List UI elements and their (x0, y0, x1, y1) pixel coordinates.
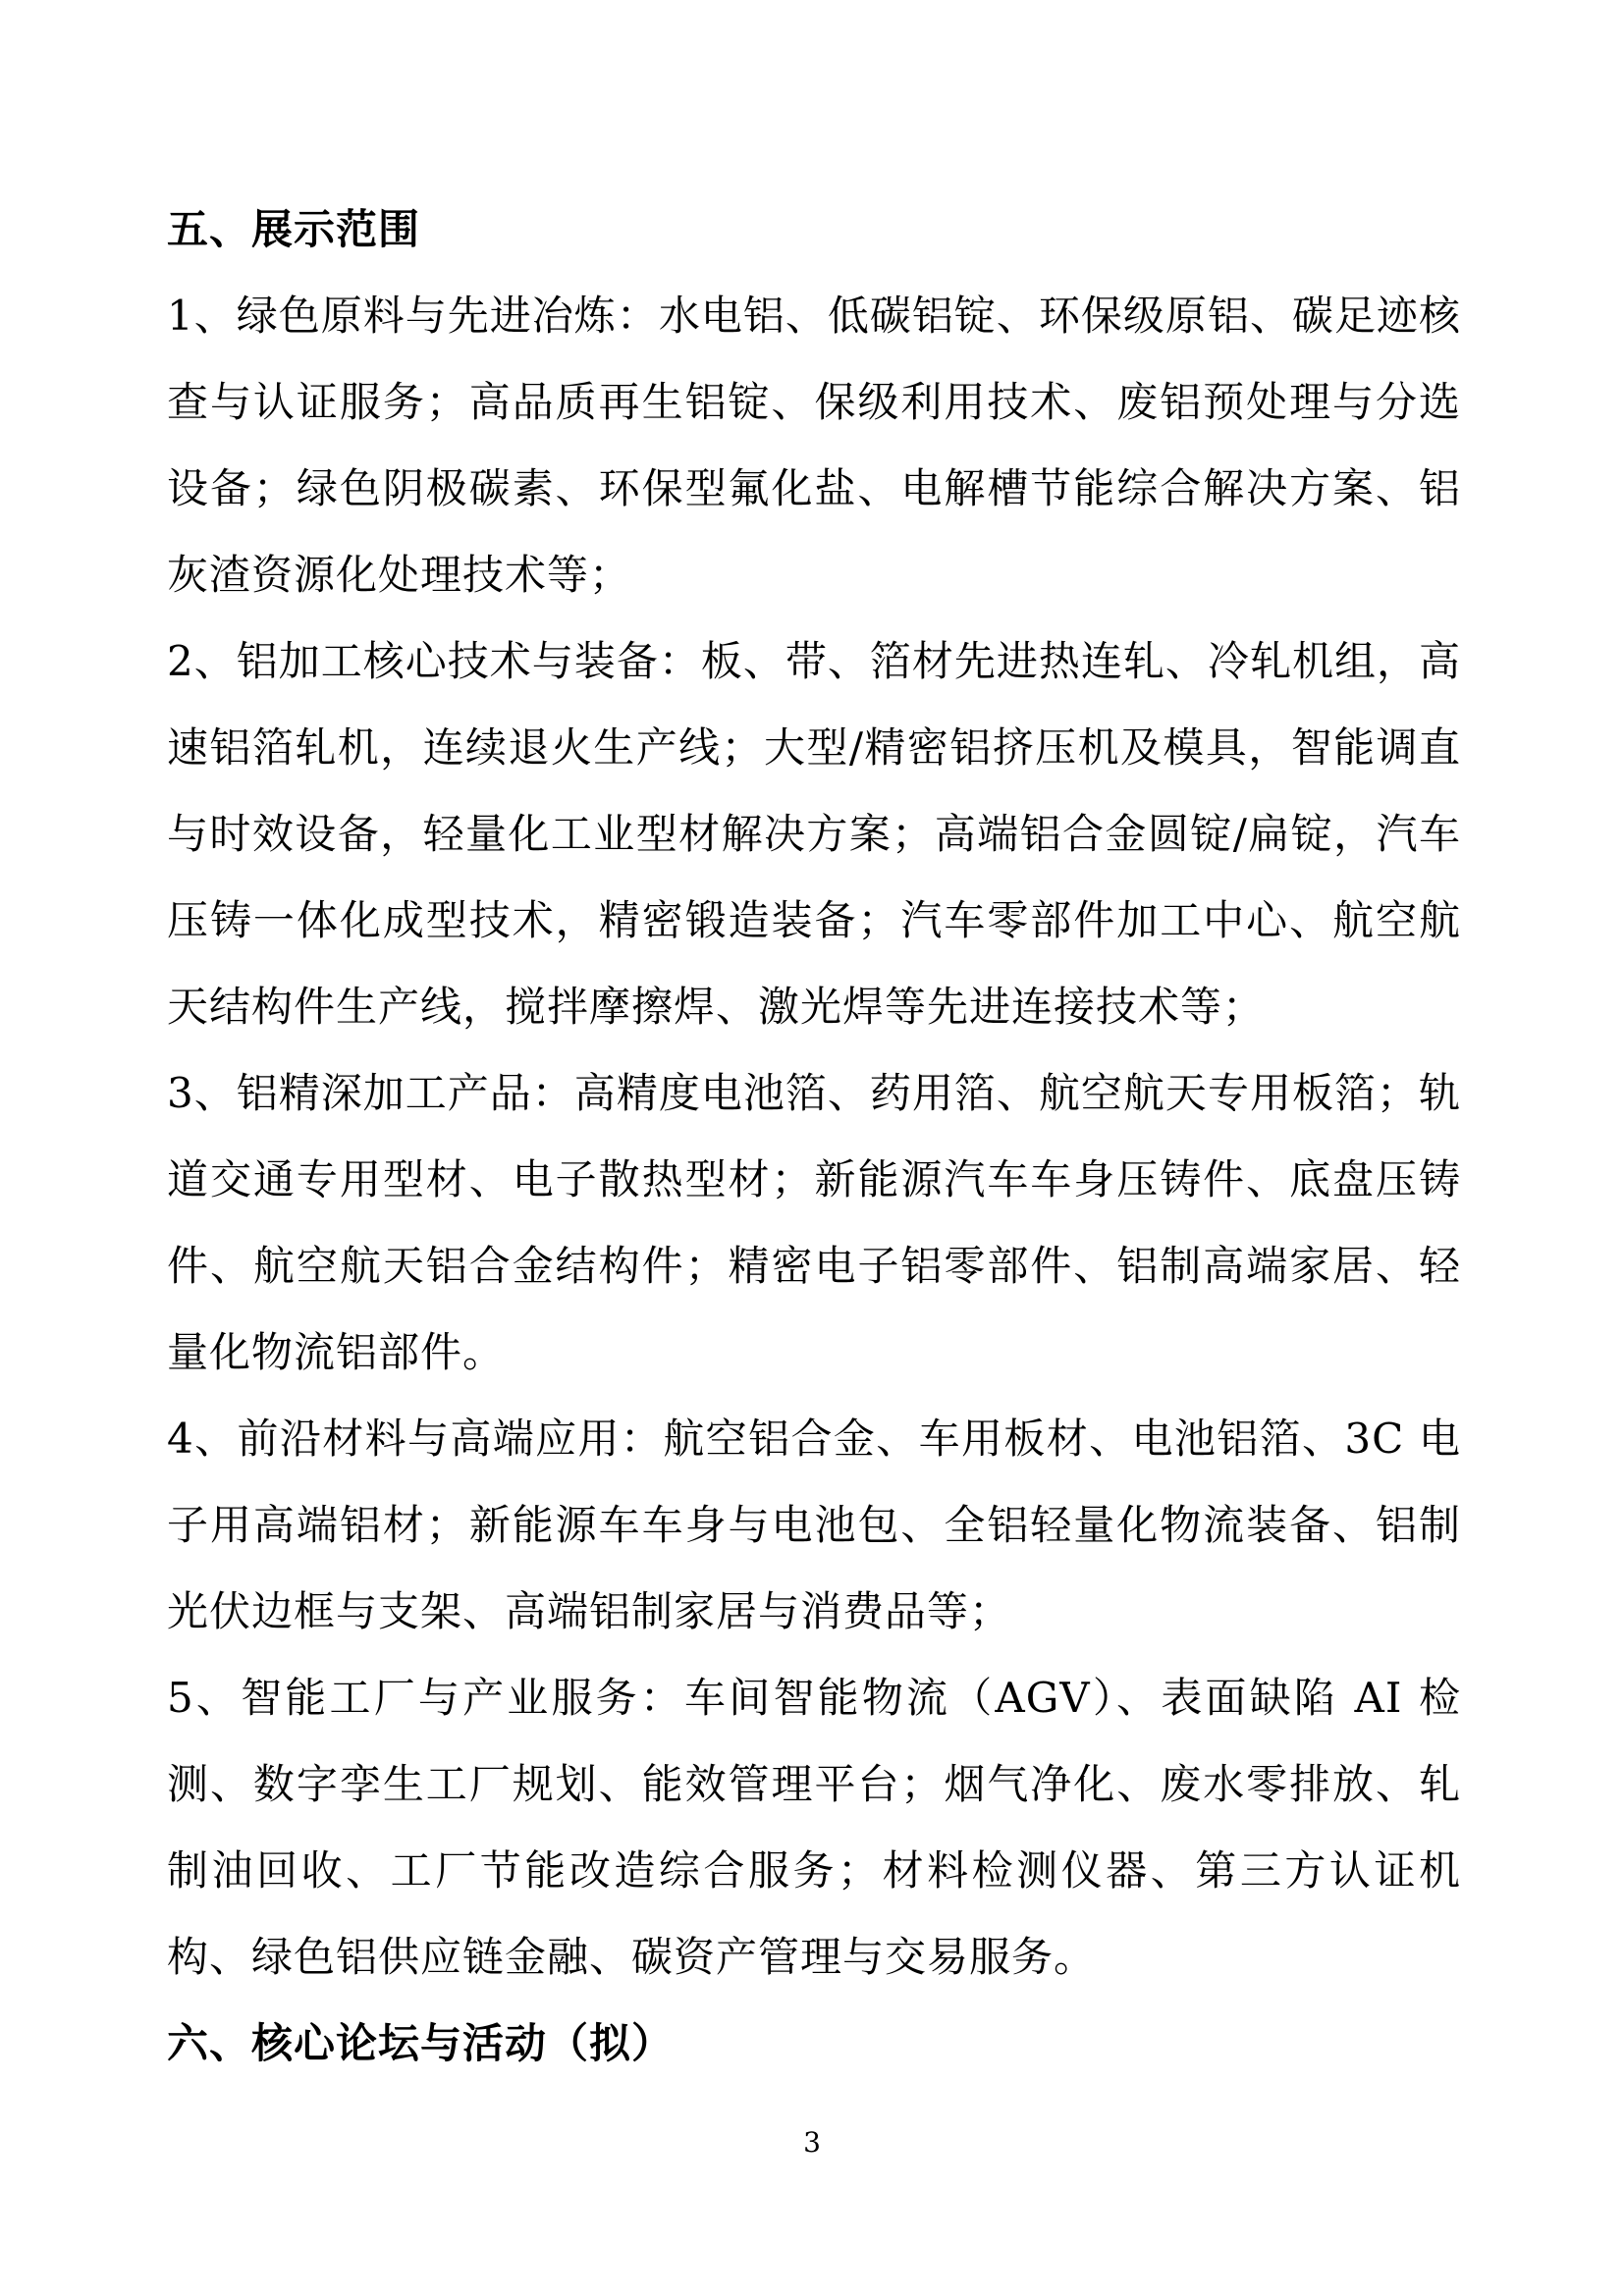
page-number: 3 (803, 2126, 821, 2159)
paragraph-2-processing-equipment: 2、铝加工核心技术与装备：板、带、箔材先进热连轧、冷轧机组，高速铝箔轧机，连续退火生产线；大型/精密铝挤压机及模具，智能调直与时效设备，轻量化工业型材解决方案；高端铝合金圆锭/扁锭，汽车压铸一体化成型技术，精密锻造装备；汽车零部件加工中心、航空航天结构件生产线，搅拌摩擦焊、激光焊等先进连接技术等； (167, 637, 1461, 1031)
paragraph-4-frontier-materials: 4、前沿材料与高端应用：航空铝合金、车用板材、电池铝箔、3C 电子用高端铝材；新能源车车身与电池包、全铝轻量化物流装备、铝制光伏边框与支架、高端铝制家居与消费品等； (167, 1415, 1461, 1635)
paragraph-1-green-materials: 1、绿色原料与先进冶炼：水电铝、低碳铝锭、环保级原铝、碳足迹核查与认证服务；高品质再生铝锭、保级利用技术、废铝预处理与分选设备；绿色阴极碳素、环保型氟化盐、电解槽节能综合解决方案、铝灰渣资源化处理技术等； (167, 292, 1461, 599)
section-6-heading: 六、核心论坛与活动（拟） (167, 2019, 675, 2067)
document-body (167, 187, 1461, 2087)
paragraph-3-deep-processed-products: 3、铝精深加工产品：高精度电池箔、药用箔、航空航天专用板箔；轨道交通专用型材、电子散热型材；新能源汽车车身压铸件、底盘压铸件、航空航天铝合金结构件；精密电子铝零部件、铝制高端家居、轻量化物流铝部件。 (167, 1069, 1461, 1376)
section-5-heading: 五、展示范围 (167, 205, 421, 253)
paragraph-5-smart-factory-services: 5、智能工厂与产业服务：车间智能物流（AGV）、表面缺陷 AI 检测、数字孪生工厂规划、能效管理平台；烟气净化、废水零排放、轧制油回收、工厂节能改造综合服务；材料检测仪器、第三方认证机构、绿色铝供应链金融、碳资产管理与交易服务。 (167, 1674, 1461, 1981)
